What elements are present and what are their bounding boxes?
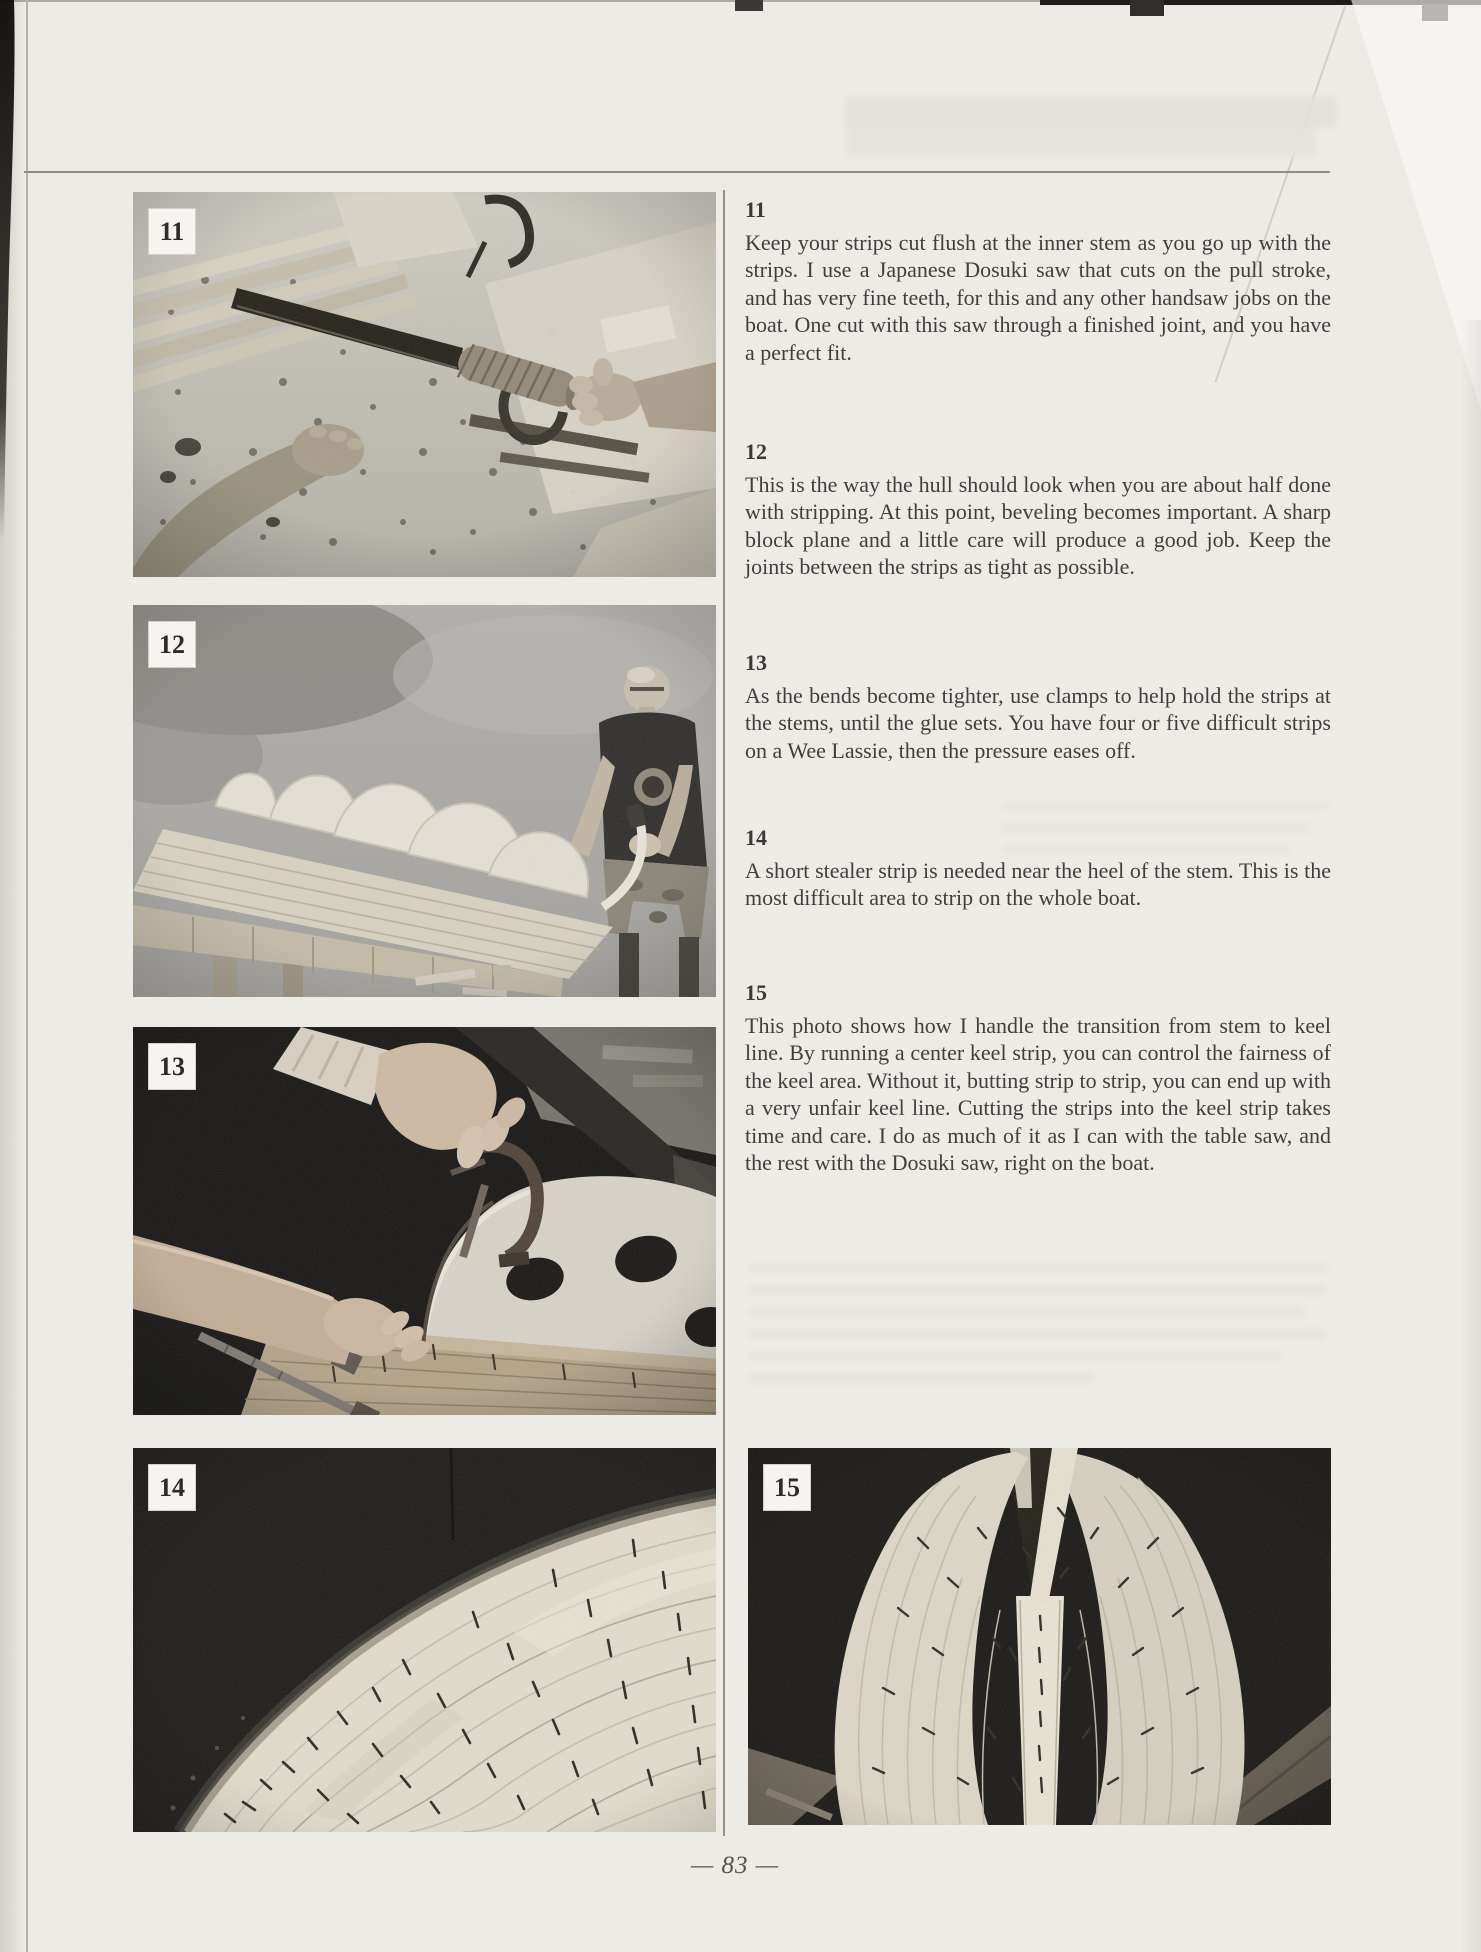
page-edge-mark [1130,0,1164,16]
photo-14 [133,1448,716,1832]
gutter-dark-wedge [0,0,26,540]
page-edge-mark [735,0,763,11]
photo-13-label: 13 [148,1043,196,1090]
photo-11 [133,192,716,577]
column-divider [723,190,725,1836]
caption-entry-13 [745,650,1331,764]
photo-12-label: 12 [148,621,196,668]
photo-13 [133,1027,716,1415]
caption-entry-11 [745,197,1331,366]
top-rule [24,171,1330,173]
caption-text: As the bends become tighter, use clamps to help hold the strips at the stems, until the glue sets. You have four or five difficult strips on a Wee Lassie, then the pressure eases off. [745,683,1331,763]
photo-12 [133,605,716,997]
showthrough-text [748,1262,1328,1394]
gutter-line [26,0,28,1952]
photo-14-label: 14 [148,1464,196,1511]
page-curl-highlight [1330,0,1481,410]
photo-11-image [133,192,716,577]
caption-number: 15 [745,980,767,1005]
caption-number: 12 [745,439,767,464]
caption-text: This photo shows how I handle the transition from stem to keel line. By running a center keel strip, you can control the fairness of the keel area. Without it, butting strip to strip, you can end up with a very unfair keel line. Cutting the strips into the keel strip takes time and care. I do as much of it as I can with the table saw, and the rest with the Dosuki saw, right on the boat. [745,1013,1331,1176]
photo-12-image [133,605,716,997]
right-edge-shadow [1460,320,1481,1952]
photo-13-image [133,1027,716,1415]
caption-number: 13 [745,650,767,675]
caption-entry-12 [745,439,1331,581]
showthrough-band [845,96,1337,162]
caption-entry-15 [745,980,1331,1176]
caption-number: 11 [745,197,766,222]
showthrough-text [1000,800,1330,866]
photo-14-image [133,1448,716,1832]
photo-15 [748,1448,1331,1825]
photo-11-label: 11 [148,208,196,255]
caption-text: This is the way the hull should look when you are about half done with stripping. At this point, beveling becomes important. A sharp block plane and a little care will produce a good job. Keep the joints between the strips as tight as possible. [745,472,1331,580]
photo-15-image [748,1448,1331,1825]
page-number: — 83 — [691,1852,779,1879]
caption-text: Keep your strips cut flush at the inner stem as you go up with the strips. I use a Japanese Dosuki saw that cuts on the pull stroke, and has very fine teeth, for this and any other handsaw jobs on the boat. One cut with this saw through a finished joint, and you have a perfect fit. [745,230,1331,365]
photo-15-label: 15 [763,1464,811,1511]
caption-number: 14 [745,825,767,850]
caption-text: A short stealer strip is needed near the heel of the stem. This is the most difficult area to strip on the whole boat. [745,858,1331,911]
